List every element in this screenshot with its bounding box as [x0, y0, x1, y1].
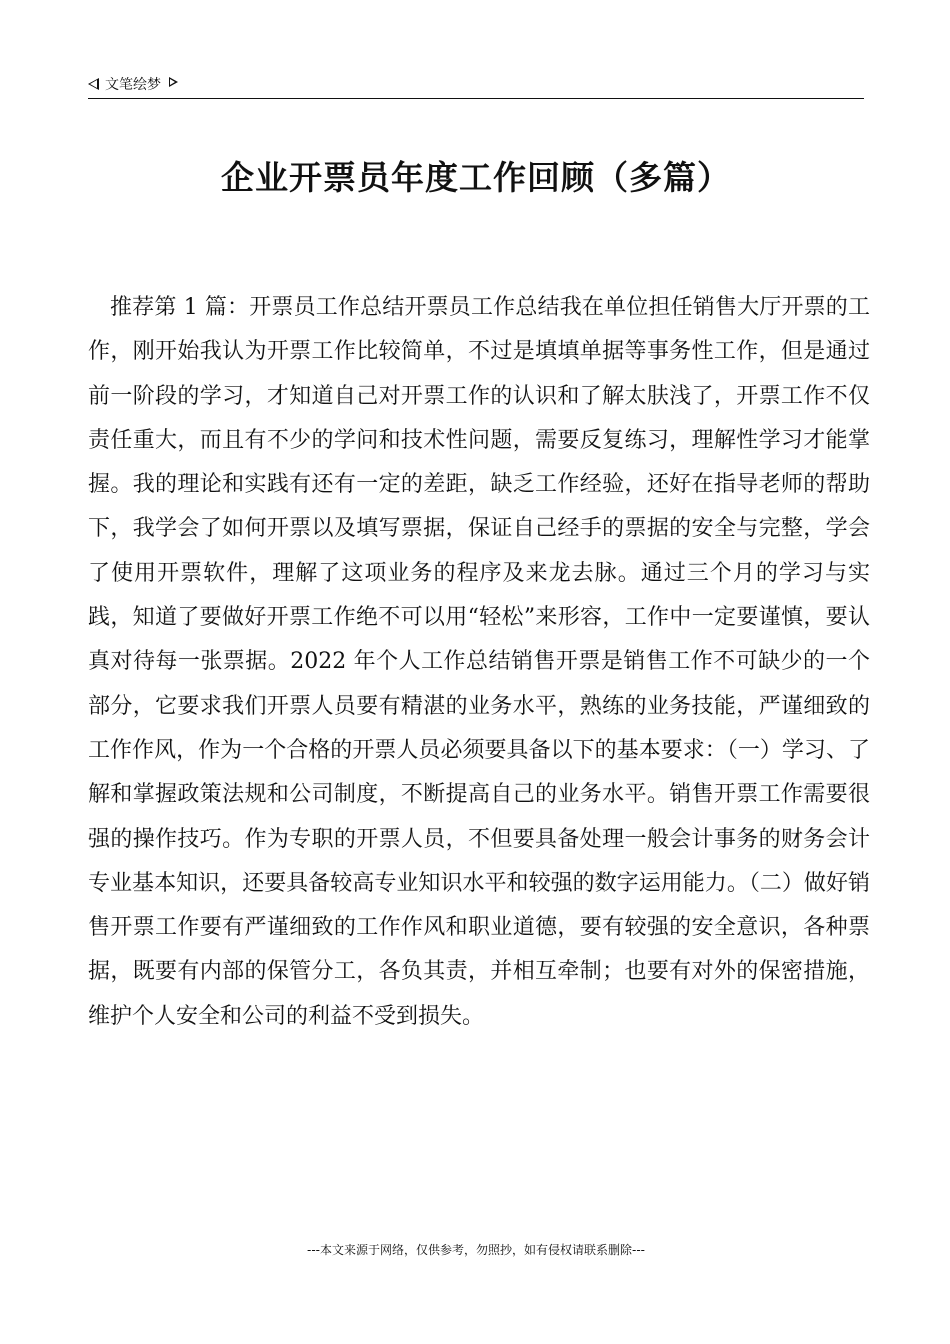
header-brand: 文笔绘梦 — [105, 77, 161, 93]
triangle-left-icon — [88, 78, 99, 90]
triangle-right-icon — [169, 77, 178, 87]
document-title: 企业开票员年度工作回顾（多篇） — [221, 158, 731, 197]
footer-disclaimer: ---本文来源于网络，仅供参考，勿照抄，如有侵权请联系删除--- — [307, 1243, 645, 1257]
document-body: 推荐第 1 篇：开票员工作总结开票员工作总结我在单位担任销售大厅开票的工作，刚开始我认为开票工作比较简单，不过是填填单据等事务性工作，但是通过前一阶段的学习，才知道自己对开票工作的认识和了解太肤浅了，开票工作不仅责任重大，而且有不少的学问和技术性问题，需要反复练习，理解性学习才能掌握。我的理论和实践有还有一定的差距，缺乏工作经验，还好在指导老师的帮助下，我学会了如何开票以及填写票据，保证自己经手的票据的安全与完整，学会了使用开票软件，理解了这项业务的程序及来龙去脉。通过三个月的学习与实践，知道了要做好开票工作绝不可以用“轻松”来形容，工作中一定要谨慎，要认真对待每一张票据。2022 年个人工作总结销售开票是销售工作不可缺少的一个部分，它要求我们开票人员要有精湛的业务水平，熟练的业务技能，严谨细致的工作作风，作为一个合格的开票人员必须要具备以下的基本要求：（一）学习、了解和掌握政策法规和公司制度，不断提高自己的业务水平。销售开票工作需要很强的操作技巧。作为专职的开票人员，不但要具备处理一般会计事务的财务会计专业基本知识，还要具备较高专业知识水平和较强的数字运用能力。（二）做好销售开票工作要有严谨细致的工作作风和职业道德，要有较强的安全意识，各种票据，既要有内部的保管分工，各负其责，并相互牵制；也要有对外的保密措施，维护个人安全和公司的利益不受到损失。 — [88, 295, 870, 1029]
page-header — [88, 72, 864, 99]
